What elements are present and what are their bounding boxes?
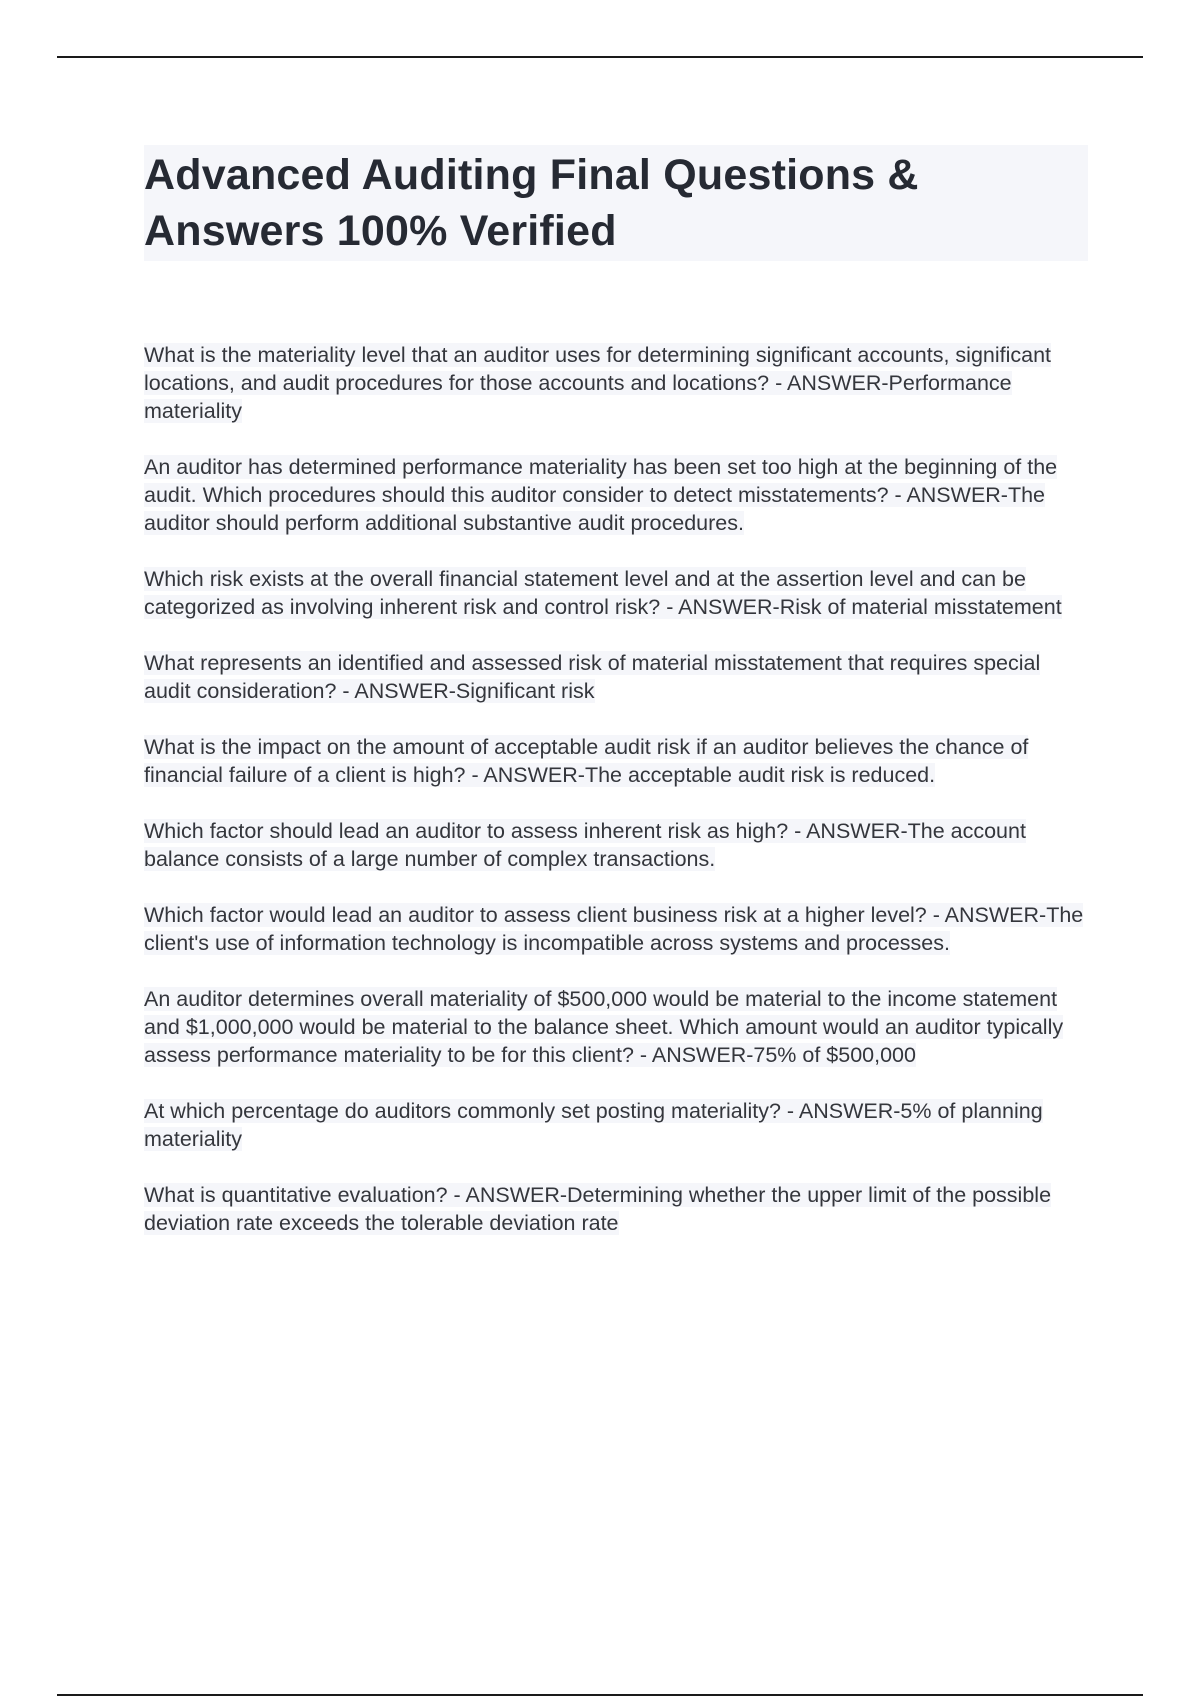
qa-list	[144, 341, 1088, 1237]
qa-item	[144, 1181, 1088, 1237]
qa-text: What is the materiality level that an auditor uses for determining significant accounts, significant locations, and audit procedures for those accounts and locations? - ANSWER-Performance materiality	[144, 343, 1052, 423]
document-body	[144, 145, 1088, 1265]
title-block	[144, 145, 1088, 261]
qa-text: What is quantitative evaluation? - ANSWER-Determining whether the upper limit of the possible deviation rate exceeds the tolerable deviation rate	[144, 1183, 1052, 1235]
qa-item	[144, 453, 1088, 537]
qa-item	[144, 733, 1088, 789]
qa-text: Which risk exists at the overall financial statement level and at the assertion level and can be categorized as involving inherent risk and control risk? - ANSWER-Risk of material misstatement	[144, 567, 1062, 619]
qa-text: What is the impact on the amount of acceptable audit risk if an auditor believes the chance of financial failure of a client is high? - ANSWER-The acceptable audit risk is reduced.	[144, 735, 1029, 787]
qa-text: Which factor should lead an auditor to assess inherent risk as high? - ANSWER-The account balance consists of a large number of complex transactions.	[144, 819, 1026, 871]
qa-text: At which percentage do auditors commonly set posting materiality? - ANSWER-5% of planning materiality	[144, 1099, 1043, 1151]
bottom-rule	[57, 1694, 1143, 1696]
top-rule	[57, 56, 1143, 58]
qa-text: What represents an identified and assessed risk of material misstatement that requires special audit consideration? - ANSWER-Significant risk	[144, 651, 1041, 703]
qa-item	[144, 901, 1088, 957]
document-title: Advanced Auditing Final Questions & Answers 100% Verified	[144, 151, 919, 255]
qa-item	[144, 1097, 1088, 1153]
qa-text: Which factor would lead an auditor to assess client business risk at a higher level? - ANSWER-The client's use of information technology is incompatible across systems and processes.	[144, 903, 1084, 955]
qa-item	[144, 341, 1088, 425]
qa-item	[144, 565, 1088, 621]
qa-text: An auditor has determined performance materiality has been set too high at the beginning of the audit. Which procedures should this auditor consider to detect misstatements? - ANSWER-The auditor should perform additional substantive audit procedures.	[144, 455, 1058, 535]
qa-item	[144, 817, 1088, 873]
qa-text: An auditor determines overall materiality of $500,000 would be material to the income statement and $1,000,000 would be material to the balance sheet. Which amount would an auditor typically assess performance materiality to be for this client? - ANSWER-75% of $500,000	[144, 987, 1064, 1067]
qa-item	[144, 649, 1088, 705]
qa-item	[144, 985, 1088, 1069]
